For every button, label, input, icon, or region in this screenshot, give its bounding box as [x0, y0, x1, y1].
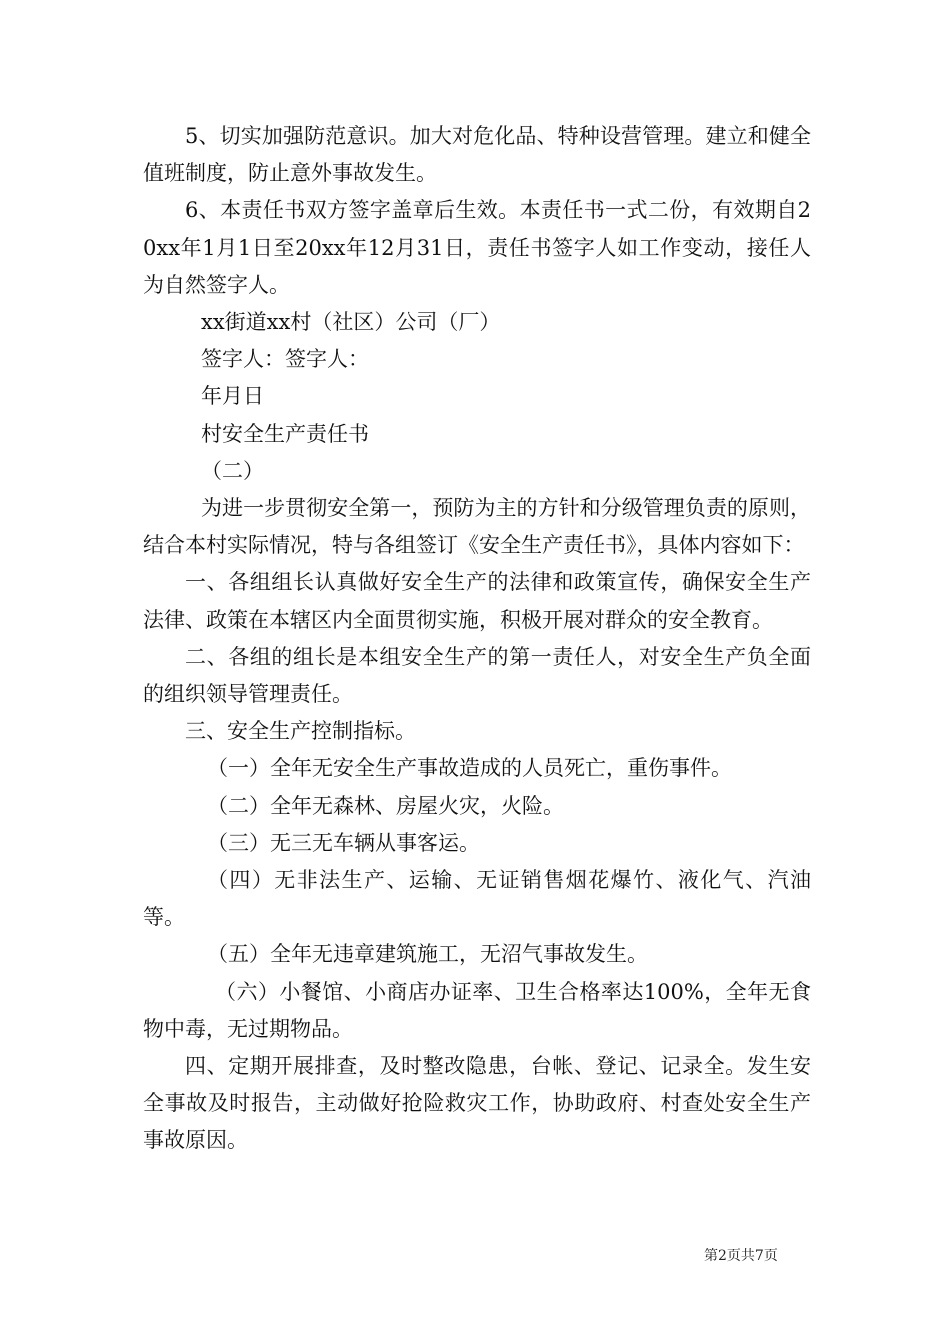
indicator-3: （三）无三无车辆从事客运。: [207, 830, 480, 855]
paragraph-item-5: 5、切实加强防范意识。加大对危化品、特种设营管理。建立和健全值班制度，防止意外事故发生。: [143, 124, 811, 186]
indicator-2: （二）全年无森林、房屋火灾，火险。: [207, 793, 564, 818]
indicator-6: （六）小餐馆、小商店办证率、卫生合格率达100%，全年无食物中毒，无过期物品。: [143, 979, 811, 1041]
indicator-4: （四）无非法生产、运输、无证销售烟花爆竹、液化气、汽油等。: [143, 868, 811, 930]
indicator-5: （五）全年无违章建筑施工，无沼气事故发生。: [207, 942, 648, 967]
section-subtitle: （二）: [201, 458, 264, 483]
page-number: 第2页共7页: [704, 1248, 778, 1264]
document-body: [143, 118, 811, 1160]
clause-4: 四、定期开展排查，及时整改隐患，台帐、登记、记录全。发生安全事故及时报告，主动做好抢险救灾工作，协助政府、村查处安全生产事故原因。: [143, 1054, 811, 1153]
company-line: xx街道xx村（社区）公司（厂）: [201, 310, 501, 335]
signature-line: 签字人：签字人：: [201, 347, 369, 372]
paragraph-item-6: 6、本责任书双方签字盖章后生效。本责任书一式二份，有效期自20xx年1月1日至20xx年12月31日，责任书签字人如工作变动，接任人为自然签字人。: [143, 198, 811, 297]
indicator-1: （一）全年无安全生产事故造成的人员死亡，重伤事件。: [207, 756, 732, 781]
date-line: 年月日: [201, 384, 264, 409]
clause-3-title: 三、安全生产控制指标。: [185, 719, 416, 744]
clause-1: 一、各组组长认真做好安全生产的法律和政策宣传，确保安全生产法律、政策在本辖区内全面贯彻实施，积极开展对群众的安全教育。: [143, 570, 811, 632]
clause-2: 二、各组的组长是本组安全生产的第一责任人，对安全生产负全面的组织领导管理责任。: [143, 644, 811, 707]
section-title: 村安全生产责任书: [201, 421, 369, 446]
intro-paragraph: 为进一步贯彻安全第一，预防为主的方针和分级管理负责的原则，结合本村实际情况，特与各组签订《安全生产责任书》，具体内容如下：: [143, 496, 811, 558]
